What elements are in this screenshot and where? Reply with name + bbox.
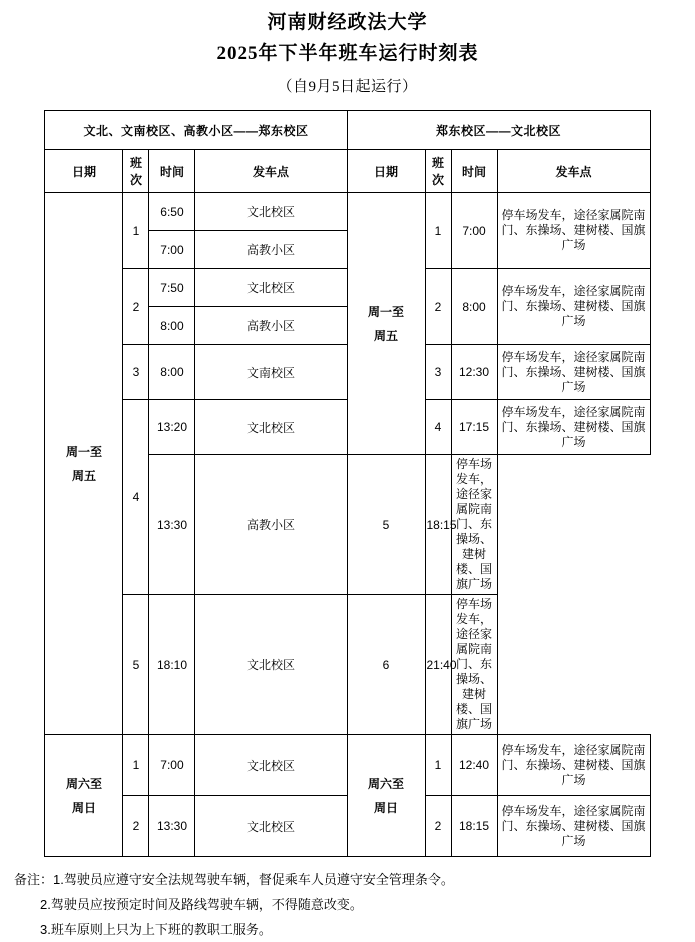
table-row	[45, 595, 650, 735]
run-number: 3	[425, 345, 451, 400]
day-label-weekend-left: 周六至 周日	[45, 735, 123, 857]
departure-stop: 高教小区	[195, 231, 347, 269]
column-header-run-right: 班次	[425, 150, 451, 193]
table-row-group-header	[45, 111, 650, 150]
bus-schedule-table	[44, 110, 650, 857]
run-number: 5	[123, 595, 149, 735]
departure-time: 8:00	[451, 269, 497, 345]
run-number: 1	[123, 193, 149, 269]
run-number: 1	[123, 735, 149, 796]
note-line-2: 2.驾驶员应按预定时间及路线驾驶车辆，不得随意改变。	[40, 897, 363, 912]
departure-time: 6:50	[149, 193, 195, 231]
group-header-right: 郑东校区——文北校区	[347, 111, 650, 150]
departure-stop: 文南校区	[195, 345, 347, 400]
departure-time: 12:40	[451, 735, 497, 796]
column-header-date-right: 日期	[347, 150, 425, 193]
departure-stop: 文北校区	[195, 595, 347, 735]
departure-time: 18:10	[149, 595, 195, 735]
group-header-left: 文北、文南校区、高教小区——郑东校区	[45, 111, 347, 150]
notes-section	[14, 867, 695, 942]
column-header-date-left: 日期	[45, 150, 123, 193]
run-number: 5	[347, 455, 425, 595]
day-label-weekday-left: 周一至 周五	[45, 193, 123, 735]
run-number: 1	[425, 193, 451, 269]
departure-time: 13:20	[149, 400, 195, 455]
departure-stop: 停车场发车，途径家属院南门、东操场、建树楼、国旗广场	[497, 796, 650, 857]
departure-time: 21:40	[425, 595, 451, 735]
run-number: 1	[425, 735, 451, 796]
departure-stop: 高教小区	[195, 307, 347, 345]
organization-name: 河南财经政法大学	[267, 12, 428, 33]
column-header-time-right: 时间	[451, 150, 497, 193]
departure-time: 12:30	[451, 345, 497, 400]
day-label-weekday-right: 周一至 周五	[347, 193, 425, 455]
departure-time: 7:00	[149, 735, 195, 796]
departure-time: 13:30	[149, 455, 195, 595]
departure-stop: 停车场发车，途径家属院南门、东操场、建树楼、国旗广场	[497, 269, 650, 345]
departure-stop: 文北校区	[195, 400, 347, 455]
column-header-stop-left: 发车点	[195, 150, 347, 193]
page-title: 2025年下半年班车运行时刻表	[216, 43, 479, 64]
document-header	[0, 0, 695, 104]
departure-stop: 文北校区	[195, 796, 347, 857]
departure-stop: 停车场发车，途径家属院南门、东操场、建树楼、国旗广场	[497, 193, 650, 269]
run-number: 2	[123, 269, 149, 345]
column-header-time-left: 时间	[149, 150, 195, 193]
table-row	[45, 193, 650, 231]
departure-stop: 文北校区	[195, 193, 347, 231]
run-number: 3	[123, 345, 149, 400]
departure-stop: 文北校区	[195, 735, 347, 796]
run-number: 4	[123, 400, 149, 595]
departure-stop: 文北校区	[195, 269, 347, 307]
departure-time: 7:00	[149, 231, 195, 269]
departure-stop: 停车场发车，途径家属院南门、东操场、建树楼、国旗广场	[451, 595, 497, 735]
day-label-weekend-right: 周六至 周日	[347, 735, 425, 857]
run-number: 2	[425, 796, 451, 857]
departure-time: 18:15	[425, 455, 451, 595]
departure-time: 18:15	[451, 796, 497, 857]
run-number: 2	[425, 269, 451, 345]
departure-time: 7:50	[149, 269, 195, 307]
departure-stop: 高教小区	[195, 455, 347, 595]
run-number: 4	[425, 400, 451, 455]
departure-time: 17:15	[451, 400, 497, 455]
column-header-run-left: 班次	[123, 150, 149, 193]
departure-time: 8:00	[149, 345, 195, 400]
note-line-3: 3.班车原则上只为上下班的教职工服务。	[40, 922, 272, 937]
departure-time: 7:00	[451, 193, 497, 269]
table-row	[45, 735, 650, 796]
departure-stop: 停车场发车，途径家属院南门、东操场、建树楼、国旗广场	[451, 455, 497, 595]
column-header-stop-right: 发车点	[497, 150, 650, 193]
effective-date-note: （自9月5日起运行）	[277, 79, 418, 95]
departure-time: 13:30	[149, 796, 195, 857]
departure-stop: 停车场发车，途径家属院南门、东操场、建树楼、国旗广场	[497, 400, 650, 455]
table-row-column-header	[45, 150, 650, 193]
departure-time: 8:00	[149, 307, 195, 345]
note-line-1: 备注：1.驾驶员应遵守安全法规驾驶车辆，督促乘车人员遵守安全管理条令。	[14, 872, 454, 887]
run-number: 2	[123, 796, 149, 857]
departure-stop: 停车场发车，途径家属院南门、东操场、建树楼、国旗广场	[497, 345, 650, 400]
departure-stop: 停车场发车，途径家属院南门、东操场、建树楼、国旗广场	[497, 735, 650, 796]
run-number: 6	[347, 595, 425, 735]
